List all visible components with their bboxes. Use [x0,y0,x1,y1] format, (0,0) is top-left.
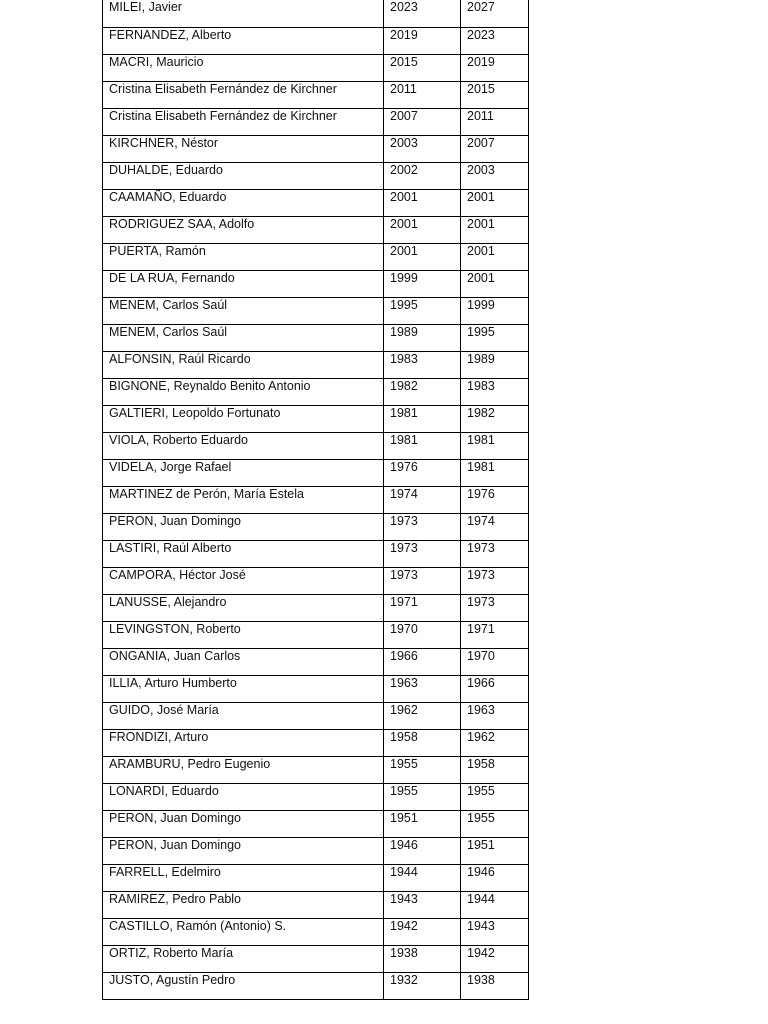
table-row [103,945,529,972]
start-year-cell: 1943 [384,891,461,918]
start-year-cell: 1981 [384,432,461,459]
end-year-cell: 1973 [461,540,529,567]
start-year-cell: 1973 [384,513,461,540]
end-year-cell: 2001 [461,216,529,243]
name-cell: BIGNONE, Reynaldo Benito Antonio [103,378,384,405]
name-cell: MARTINEZ de Perón, María Estela [103,486,384,513]
end-year-cell: 2007 [461,135,529,162]
start-year-cell: 1955 [384,783,461,810]
end-year-cell: 2001 [461,189,529,216]
name-cell: LASTIRI, Raúl Alberto [103,540,384,567]
table-row [103,162,529,189]
table-row [103,702,529,729]
start-year-cell: 1958 [384,729,461,756]
name-cell: JUSTO, Agustín Pedro [103,972,384,999]
name-cell: LONARDI, Eduardo [103,783,384,810]
end-year-cell: 2001 [461,243,529,270]
table-row [103,81,529,108]
table-row [103,783,529,810]
start-year-cell: 1944 [384,864,461,891]
end-year-cell: 1976 [461,486,529,513]
start-year-cell: 1963 [384,675,461,702]
table-row [103,378,529,405]
end-year-cell: 1970 [461,648,529,675]
table-row [103,675,529,702]
table-row [103,729,529,756]
table-row [103,513,529,540]
name-cell: VIOLA, Roberto Eduardo [103,432,384,459]
name-cell: VIDELA, Jorge Rafael [103,459,384,486]
table-row [103,243,529,270]
end-year-cell: 1982 [461,405,529,432]
start-year-cell: 1955 [384,756,461,783]
name-cell: MILEI, Javier [103,0,384,27]
end-year-cell: 1943 [461,918,529,945]
start-year-cell: 1932 [384,972,461,999]
start-year-cell: 2001 [384,243,461,270]
name-cell: MENEM, Carlos Saúl [103,324,384,351]
end-year-cell: 1983 [461,378,529,405]
start-year-cell: 1999 [384,270,461,297]
name-cell: FRONDIZI, Arturo [103,729,384,756]
start-year-cell: 1942 [384,918,461,945]
presidents-table [102,0,529,1000]
start-year-cell: 1966 [384,648,461,675]
end-year-cell: 1995 [461,324,529,351]
start-year-cell: 2002 [384,162,461,189]
table-row [103,432,529,459]
start-year-cell: 1946 [384,837,461,864]
start-year-cell: 1938 [384,945,461,972]
name-cell: LEVINGSTON, Roberto [103,621,384,648]
name-cell: ONGANIA, Juan Carlos [103,648,384,675]
table-row [103,756,529,783]
start-year-cell: 1962 [384,702,461,729]
table-row [103,864,529,891]
name-cell: ALFONSIN, Raúl Ricardo [103,351,384,378]
start-year-cell: 1976 [384,459,461,486]
start-year-cell: 1951 [384,810,461,837]
end-year-cell: 1973 [461,594,529,621]
end-year-cell: 1973 [461,567,529,594]
start-year-cell: 2011 [384,81,461,108]
end-year-cell: 2023 [461,27,529,54]
table-row [103,135,529,162]
table-row [103,567,529,594]
name-cell: FERNANDEZ, Alberto [103,27,384,54]
end-year-cell: 1999 [461,297,529,324]
name-cell: CAAMAÑO, Eduardo [103,189,384,216]
end-year-cell: 1963 [461,702,529,729]
name-cell: KIRCHNER, Néstor [103,135,384,162]
name-cell: FARRELL, Edelmiro [103,864,384,891]
table-row [103,837,529,864]
end-year-cell: 1974 [461,513,529,540]
table-row [103,54,529,81]
start-year-cell: 2015 [384,54,461,81]
name-cell: PERON, Juan Domingo [103,837,384,864]
name-cell: ILLIA, Arturo Humberto [103,675,384,702]
table-row [103,594,529,621]
start-year-cell: 1981 [384,405,461,432]
name-cell: DUHALDE, Eduardo [103,162,384,189]
table-row [103,459,529,486]
start-year-cell: 1982 [384,378,461,405]
end-year-cell: 1981 [461,432,529,459]
name-cell: DE LA RUA, Fernando [103,270,384,297]
table-row [103,918,529,945]
start-year-cell: 1995 [384,297,461,324]
table-row [103,405,529,432]
start-year-cell: 1973 [384,540,461,567]
name-cell: CASTILLO, Ramón (Antonio) S. [103,918,384,945]
end-year-cell: 1946 [461,864,529,891]
start-year-cell: 1971 [384,594,461,621]
name-cell: PUERTA, Ramón [103,243,384,270]
table-row [103,0,529,27]
end-year-cell: 2019 [461,54,529,81]
start-year-cell: 2001 [384,216,461,243]
end-year-cell: 1962 [461,729,529,756]
end-year-cell: 1944 [461,891,529,918]
end-year-cell: 2011 [461,108,529,135]
name-cell: GALTIERI, Leopoldo Fortunato [103,405,384,432]
start-year-cell: 1983 [384,351,461,378]
table-row [103,621,529,648]
end-year-cell: 1971 [461,621,529,648]
start-year-cell: 2007 [384,108,461,135]
end-year-cell: 1951 [461,837,529,864]
start-year-cell: 1974 [384,486,461,513]
table-row [103,189,529,216]
table-row [103,540,529,567]
name-cell: RODRIGUEZ SAA, Adolfo [103,216,384,243]
name-cell: PERON, Juan Domingo [103,513,384,540]
name-cell: MACRI, Mauricio [103,54,384,81]
start-year-cell: 1970 [384,621,461,648]
end-year-cell: 2003 [461,162,529,189]
start-year-cell: 2023 [384,0,461,27]
name-cell: ORTIZ, Roberto María [103,945,384,972]
name-cell: LANUSSE, Alejandro [103,594,384,621]
name-cell: Cristina Elisabeth Fernández de Kirchner [103,108,384,135]
start-year-cell: 1989 [384,324,461,351]
name-cell: CAMPORA, Héctor José [103,567,384,594]
table-row [103,27,529,54]
name-cell: RAMIREZ, Pedro Pablo [103,891,384,918]
end-year-cell: 1966 [461,675,529,702]
table-row [103,297,529,324]
end-year-cell: 2027 [461,0,529,27]
table-row [103,972,529,999]
end-year-cell: 1942 [461,945,529,972]
end-year-cell: 1938 [461,972,529,999]
table-row [103,216,529,243]
name-cell: MENEM, Carlos Saúl [103,297,384,324]
end-year-cell: 1989 [461,351,529,378]
table-body [103,0,529,999]
start-year-cell: 2003 [384,135,461,162]
name-cell: PERON, Juan Domingo [103,810,384,837]
name-cell: Cristina Elisabeth Fernández de Kirchner [103,81,384,108]
end-year-cell: 1955 [461,810,529,837]
table-row [103,891,529,918]
end-year-cell: 1955 [461,783,529,810]
end-year-cell: 2001 [461,270,529,297]
table-row [103,648,529,675]
table-row [103,324,529,351]
name-cell: GUIDO, José María [103,702,384,729]
end-year-cell: 1958 [461,756,529,783]
start-year-cell: 2019 [384,27,461,54]
table-row [103,810,529,837]
table-row [103,486,529,513]
end-year-cell: 1981 [461,459,529,486]
name-cell: ARAMBURU, Pedro Eugenio [103,756,384,783]
start-year-cell: 2001 [384,189,461,216]
table-row [103,270,529,297]
table-row [103,351,529,378]
end-year-cell: 2015 [461,81,529,108]
table-row [103,108,529,135]
start-year-cell: 1973 [384,567,461,594]
